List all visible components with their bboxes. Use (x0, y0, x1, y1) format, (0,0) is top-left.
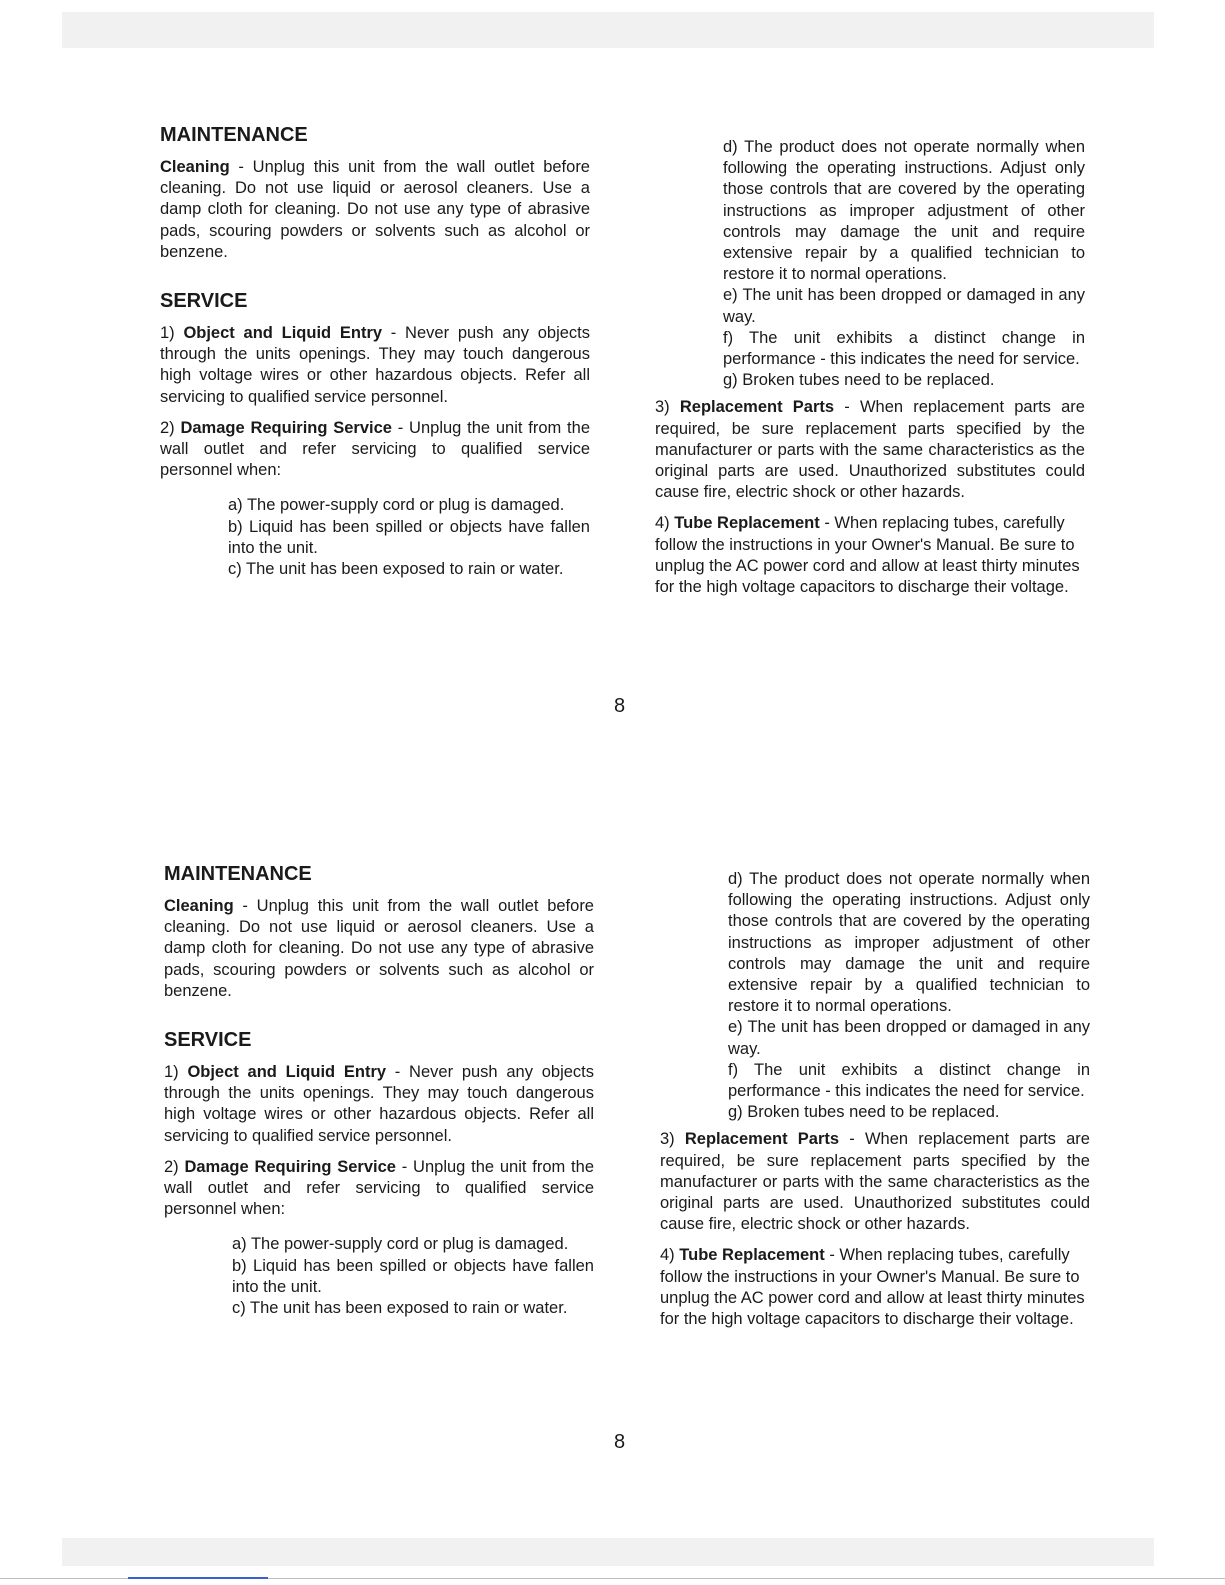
service-item-2 (164, 1157, 594, 1221)
maintenance-heading: MAINTENANCE (160, 124, 308, 146)
left-column (160, 123, 590, 580)
sub-item-e: e) The unit has been dropped or damaged in any way. (728, 1018, 1090, 1058)
sub-list-left (164, 1234, 594, 1319)
manual-page-1 (0, 0, 1225, 760)
maintenance-heading: MAINTENANCE (164, 863, 312, 885)
cleaning-label: Cleaning (160, 158, 230, 176)
item-3-label: Replacement Parts (684, 1130, 840, 1149)
sub-item-g: g) Broken tubes need to be replaced. (723, 371, 995, 390)
service-item-4 (655, 513, 1085, 598)
sub-list-left (160, 495, 590, 580)
service-item-3 (655, 397, 1085, 503)
service-heading: SERVICE (164, 1029, 252, 1052)
sub-item-c: c) The unit has been exposed to rain or water. (228, 560, 564, 579)
item-number: 4) (655, 514, 675, 533)
sub-item-a: a) The power-supply cord or plug is damaged. (232, 1235, 569, 1254)
service-item-3 (660, 1129, 1090, 1235)
item-3-text: - When replacement parts are required, be sure replacement parts specified by the manufacturer or parts with the same characteristics as the original parts are used. Unauthorized substitutes could cause fire, electric shock or other hazards. (660, 1130, 1090, 1234)
cleaning-paragraph (164, 896, 594, 1002)
service-item-4 (660, 1245, 1090, 1330)
sub-list-right (660, 869, 1090, 1123)
item-number: 1) (164, 1063, 188, 1082)
item-3-text: - When replacement parts are required, be sure replacement parts specified by the manufacturer or parts with the same characteristics as the original parts are used. Unauthorized substitutes could cause fire, electric shock or other hazards. (655, 398, 1085, 502)
left-column (164, 862, 594, 1319)
sub-item-b: b) Liquid has been spilled or objects have fallen into the unit. (232, 1256, 594, 1296)
item-4-label: Tube Replacement (674, 514, 820, 533)
item-1-label: Object and Liquid Entry (187, 1063, 387, 1082)
service-item-1 (160, 323, 590, 408)
sub-item-d: d) The product does not operate normally when following the operating instructions. Adjust only those controls that are covered by the operating instructions as improper adjustment of other controls may damage the unit and require extensive repair by a qualified technician to restore it to normal operations. (728, 870, 1090, 1016)
sub-item-b: b) Liquid has been spilled or objects have fallen into the unit. (228, 517, 590, 557)
sub-item-a: a) The power-supply cord or plug is damaged. (228, 496, 565, 515)
sub-item-g: g) Broken tubes need to be replaced. (728, 1103, 1000, 1122)
cleaning-text: - Unplug this unit from the wall outlet before cleaning. Do not use liquid or aerosol cleaners. Use a damp cloth for cleaning. Do not use any type of abrasive pads, scouring powders or solvents such as alcohol or benzene. (164, 897, 594, 1000)
item-1-text: - Never push any objects through the units openings. They may touch dangerous high voltage wires or other hazardous objects. Refer all servicing to qualified service personnel. (160, 324, 590, 406)
item-1-label: Object and Liquid Entry (183, 324, 383, 343)
item-4-text: - When replacing tubes, carefully follow the instructions in your Owner's Manual. Be sure to unplug the AC power cord and allow at least thirty minutes for the high voltage capacitors to discharge their voltage. (655, 514, 1080, 597)
sub-list-right (655, 137, 1085, 391)
item-number: 3) (655, 398, 680, 417)
right-column (655, 137, 1085, 608)
item-number: 2) (160, 418, 181, 437)
sub-item-f: f) The unit exhibits a distinct change in performance - this indicates the need for service. (723, 328, 1085, 369)
item-number: 4) (660, 1246, 680, 1265)
manual-page-2 (0, 738, 1225, 1498)
sub-item-c: c) The unit has been exposed to rain or water. (232, 1299, 568, 1318)
cleaning-label: Cleaning (164, 897, 234, 915)
item-2-text: - Unplug the unit from the wall outlet and refer servicing to qualified service personnel when: (164, 1157, 594, 1219)
service-item-1 (164, 1062, 594, 1147)
cleaning-paragraph (160, 157, 590, 263)
sub-item-d: d) The product does not operate normally when following the operating instructions. Adjust only those controls that are covered by the operating instructions as improper adjustment of other controls may damage the unit and require extensive repair by a qualified technician to restore it to normal operations. (723, 138, 1085, 284)
sub-item-e: e) The unit has been dropped or damaged in any way. (723, 286, 1085, 326)
item-4-label: Tube Replacement (679, 1246, 825, 1265)
item-2-label: Damage Requiring Service (184, 1157, 396, 1176)
bottom-scan-band (62, 1538, 1154, 1566)
bottom-rule-accent (128, 1577, 268, 1579)
right-column (660, 869, 1090, 1340)
page-number: 8 (614, 695, 626, 717)
item-number: 3) (660, 1130, 685, 1149)
item-2-text: - Unplug the unit from the wall outlet and refer servicing to qualified service personnel when: (160, 418, 590, 480)
item-1-text: - Never push any objects through the units openings. They may touch dangerous high voltage wires or other hazardous objects. Refer all servicing to qualified service personnel. (164, 1063, 594, 1145)
service-item-2 (160, 418, 590, 482)
service-heading: SERVICE (160, 290, 248, 313)
item-number: 1) (160, 324, 184, 343)
sub-item-f: f) The unit exhibits a distinct change in performance - this indicates the need for service. (728, 1060, 1090, 1101)
item-2-label: Damage Requiring Service (180, 418, 392, 437)
item-number: 2) (164, 1157, 185, 1176)
item-4-text: - When replacing tubes, carefully follow the instructions in your Owner's Manual. Be sure to unplug the AC power cord and allow at least thirty minutes for the high voltage capacitors to discharge their voltage. (660, 1246, 1085, 1329)
page-number: 8 (614, 1431, 626, 1453)
item-3-label: Replacement Parts (679, 398, 835, 417)
cleaning-text: - Unplug this unit from the wall outlet before cleaning. Do not use liquid or aerosol cleaners. Use a damp cloth for cleaning. Do not use any type of abrasive pads, scouring powders or solvents such as alcohol or benzene. (160, 158, 590, 261)
